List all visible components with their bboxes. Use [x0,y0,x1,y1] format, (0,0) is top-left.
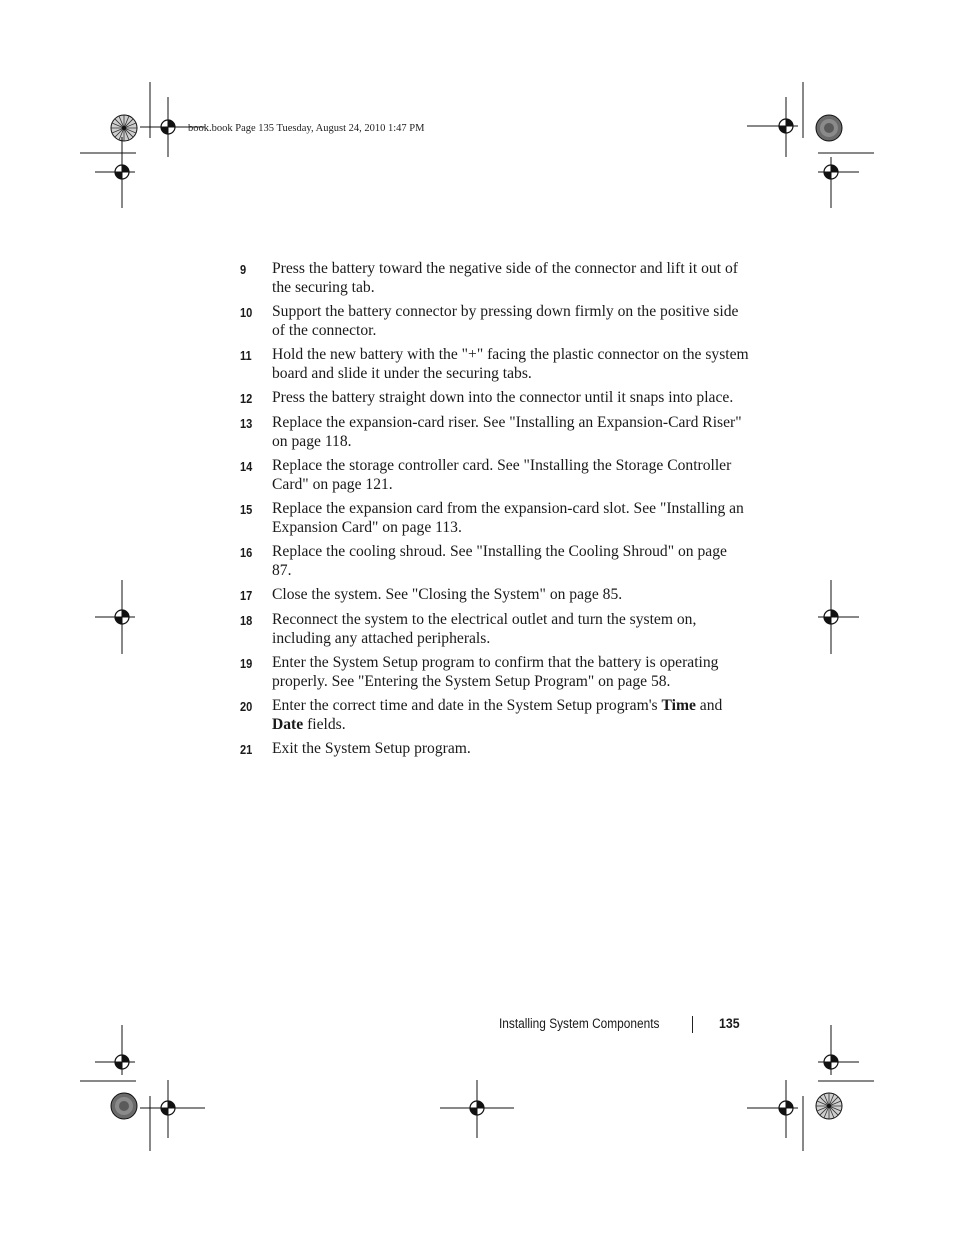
step-number: 11 [240,348,252,363]
step-13 [240,413,750,451]
step-text: Close the system. See "Closing the System" on page 85. [272,586,623,603]
step-text: Replace the expansion card from the expansion-card slot. See "Installing an Expansion Card" on page 113. [272,500,744,536]
step-number: 18 [240,613,253,628]
page-number: 135 [719,1015,740,1031]
step-17 [240,585,750,605]
step-text: Enter the System Setup program to confirm that the battery is operating properly. See "Entering the System Setup Program" on page 58. [272,654,719,690]
step-text-part: fields. [303,716,346,733]
step-text-part: and [695,697,723,714]
step-number: 20 [240,699,253,714]
step-number: 16 [240,545,253,560]
step-text: Press the battery straight down into the connector until it snaps into place. [272,389,734,406]
step-20 [240,696,750,734]
step-21 [240,739,750,759]
step-text: Support the battery connector by pressing down firmly on the positive side of the connector. [272,303,739,339]
step-11 [240,345,750,383]
step-14 [240,456,750,494]
time-field-name: Time [661,697,696,714]
step-18 [240,610,750,648]
step-9 [240,259,750,297]
step-16 [240,542,750,580]
step-text: Press the battery toward the negative side of the connector and lift it out of the securing tab. [272,260,738,296]
step-number: 10 [240,305,253,320]
step-19 [240,653,750,691]
step-number: 13 [240,416,253,431]
step-text: Reconnect the system to the electrical outlet and turn the system on, including any attached peripherals. [272,611,697,647]
step-number: 21 [240,742,253,757]
step-12 [240,388,750,408]
step-number: 17 [240,588,253,603]
step-10 [240,302,750,340]
step-number: 19 [240,656,253,671]
step-number: 14 [240,459,253,474]
step-text: Replace the storage controller card. See "Installing the Storage Controller Card" on page 121. [272,457,732,493]
date-field-name: Date [272,716,304,733]
step-text: Replace the cooling shroud. See "Installing the Cooling Shroud" on page 87. [272,543,727,579]
step-text: Replace the expansion-card riser. See "Installing an Expansion-Card Riser" on page 118. [272,414,742,450]
step-number: 12 [240,391,253,406]
step-number: 15 [240,502,253,517]
step-text: Exit the System Setup program. [272,740,471,757]
page-footer [0,1014,954,1036]
step-text: Hold the new battery with the "+" facing the plastic connector on the system board and slide it under the securing tabs. [272,346,749,382]
step-text [272,696,750,734]
print-slug: book.book Page 135 Tuesday, August 24, 2010 1:47 PM [188,123,425,134]
footer-divider [692,1016,693,1033]
step-number: 9 [240,262,247,277]
procedure-steps [240,259,750,764]
step-15 [240,499,750,537]
step-text-part: Enter the correct time and date in the System Setup program's [272,697,662,714]
section-title: Installing System Components [499,1016,660,1031]
